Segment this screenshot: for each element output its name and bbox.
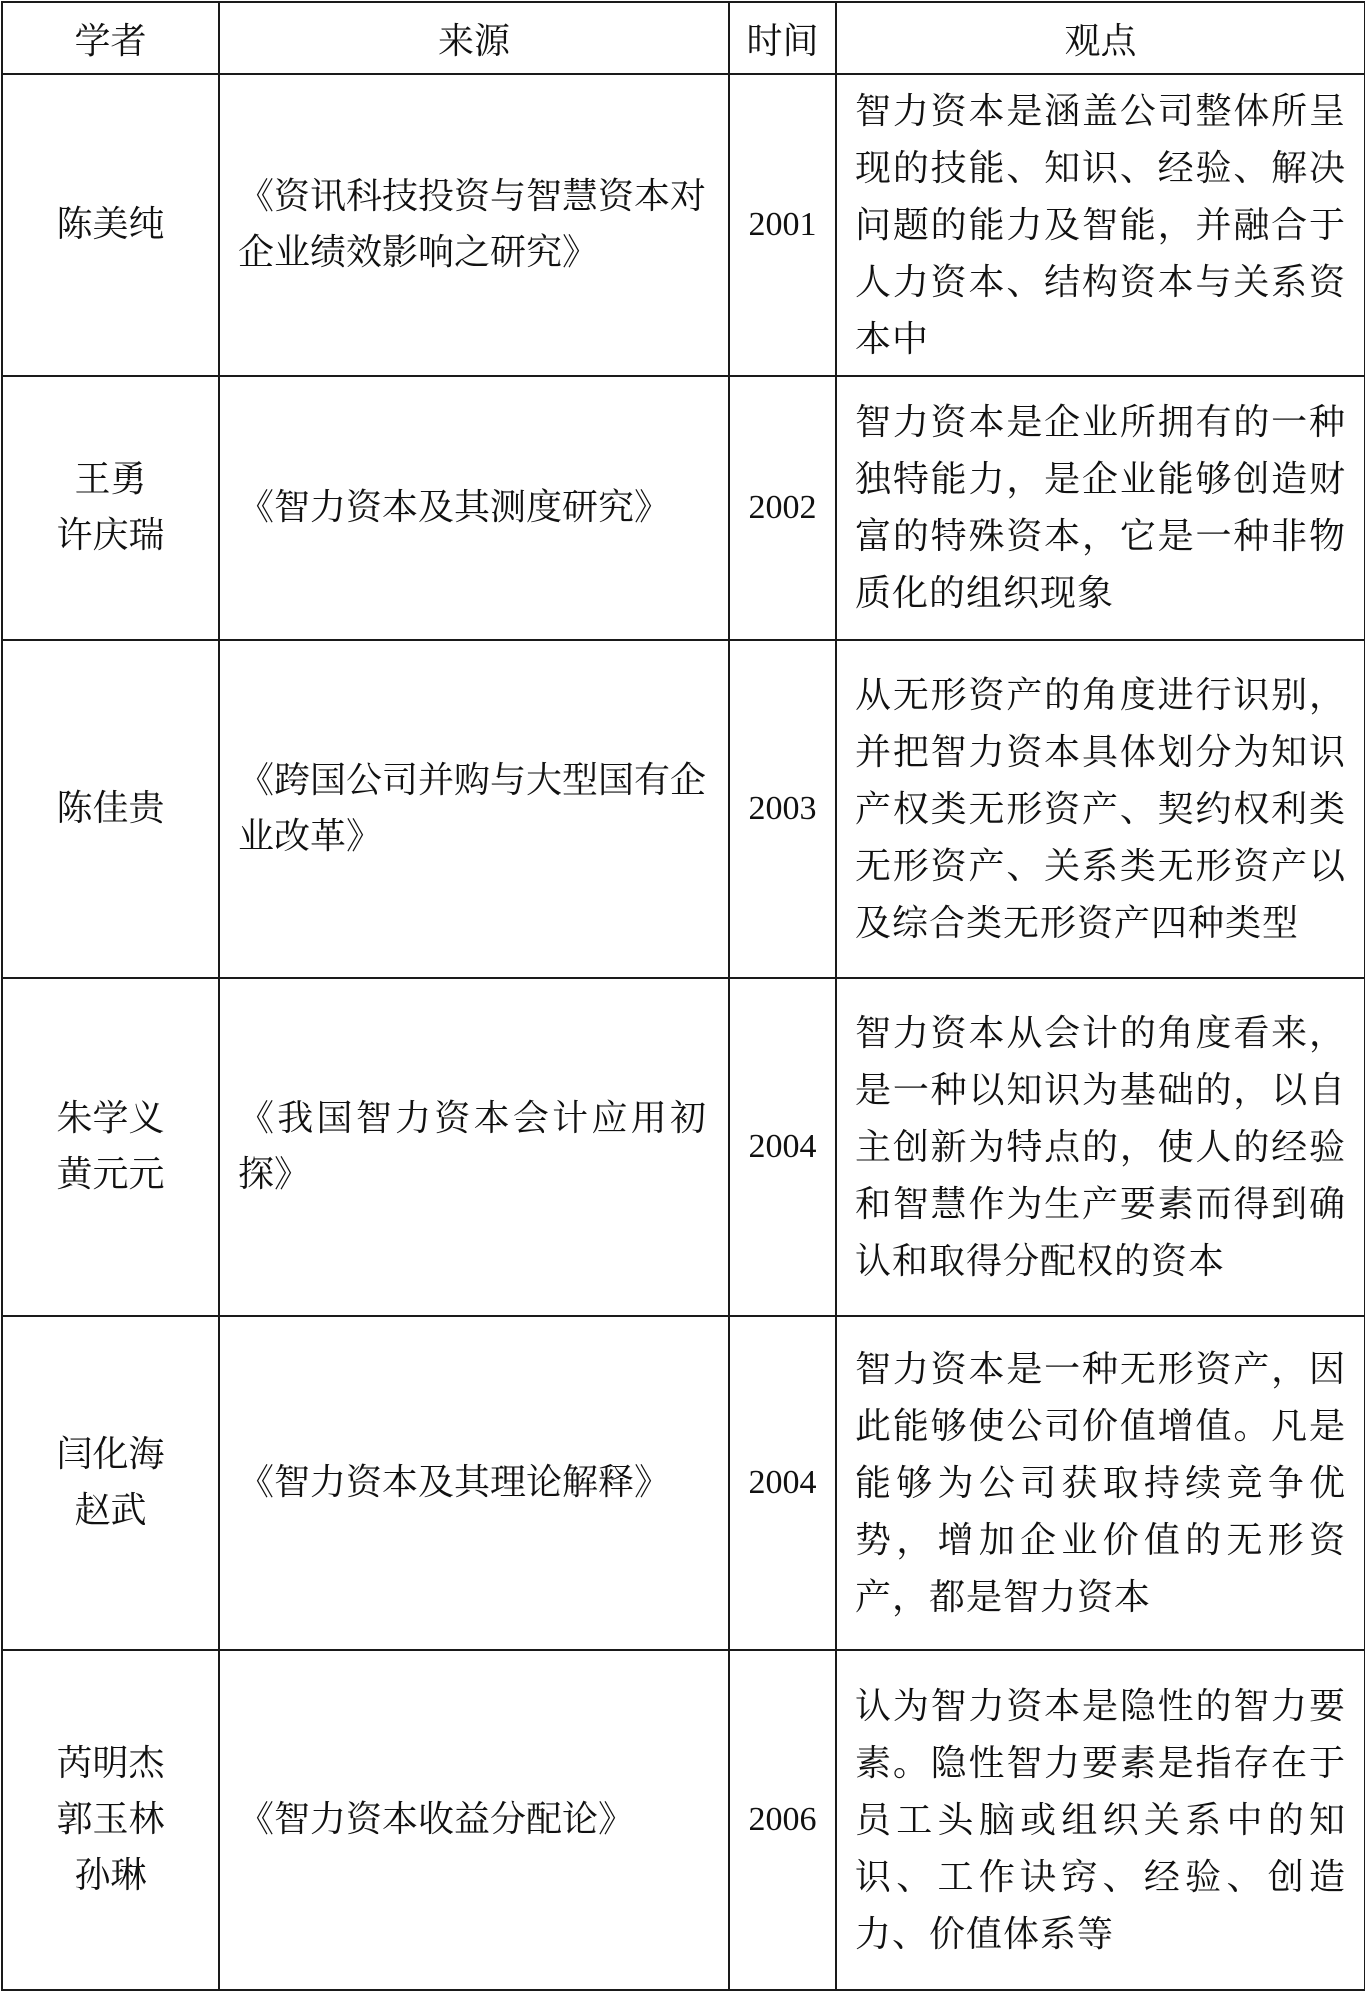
- view-cell: 智力资本是一种无形资产，因此能够使公司价值增值。凡是能够为公司获取持续竞争优势，增加企业价值的无形资产，都是智力资本: [836, 1316, 1365, 1650]
- source-cell: 《我国智力资本会计应用初探》: [219, 978, 729, 1316]
- scholar-name: 朱学义: [56, 1098, 165, 1139]
- header-year: 时间: [729, 2, 836, 74]
- scholar-cell: [2, 1316, 219, 1650]
- year-cell: 2002: [729, 376, 836, 640]
- scholar-cell: [2, 376, 219, 640]
- source-cell: 《智力资本收益分配论》: [219, 1650, 729, 1990]
- scholar-name: 孙琳: [74, 1855, 147, 1896]
- table-row: [2, 978, 1365, 1316]
- source-cell: 《资讯科技投资与智慧资本对企业绩效影响之研究》: [219, 74, 729, 376]
- view-cell: 智力资本是企业所拥有的一种独特能力，是企业能够创造财富的特殊资本，它是一种非物质化的组织现象: [836, 376, 1365, 640]
- table-header: [2, 2, 1365, 74]
- view-cell: 智力资本从会计的角度看来，是一种以知识为基础的，以自主创新为特点的，使人的经验和智慧作为生产要素而得到确认和取得分配权的资本: [836, 978, 1365, 1316]
- scholar-name: 王勇: [74, 459, 147, 500]
- source-cell: 《智力资本及其理论解释》: [219, 1316, 729, 1650]
- year-cell: 2003: [729, 640, 836, 978]
- header-source: 来源: [219, 2, 729, 74]
- view-cell: 智力资本是涵盖公司整体所呈现的技能、知识、经验、解决问题的能力及智能，并融合于人力资本、结构资本与关系资本中: [836, 74, 1365, 376]
- scholar-cell: [2, 978, 219, 1316]
- year-cell: 2006: [729, 1650, 836, 1990]
- literature-table: [1, 1, 1365, 1991]
- view-cell: 从无形资产的角度进行识别，并把智力资本具体划分为知识产权类无形资产、契约权利类无形资产、关系类无形资产以及综合类无形资产四种类型: [836, 640, 1365, 978]
- view-cell: 认为智力资本是隐性的智力要素。隐性智力要素是指存在于员工头脑或组织关系中的知识、工作诀窍、经验、创造力、价值体系等: [836, 1650, 1365, 1990]
- year-cell: 2001: [729, 74, 836, 376]
- scholar-name: 郭玉林: [56, 1799, 165, 1840]
- scholar-cell: [2, 640, 219, 978]
- scholar-name: 陈美纯: [56, 204, 165, 245]
- scholar-cell: [2, 1650, 219, 1990]
- table-row: [2, 74, 1365, 376]
- header-row: [2, 2, 1365, 74]
- scholar-name: 芮明杰: [56, 1743, 165, 1784]
- scholar-name: 陈佳贵: [56, 788, 165, 829]
- scholar-name: 许庆瑞: [56, 515, 165, 556]
- year-cell: 2004: [729, 1316, 836, 1650]
- table-row: [2, 1650, 1365, 1990]
- scholar-cell: [2, 74, 219, 376]
- scholar-name: 黄元元: [56, 1154, 165, 1195]
- source-cell: 《跨国公司并购与大型国有企业改革》: [219, 640, 729, 978]
- header-view: 观点: [836, 2, 1365, 74]
- scholar-name: 闫化海: [56, 1434, 165, 1475]
- source-cell: 《智力资本及其测度研究》: [219, 376, 729, 640]
- table-row: [2, 1316, 1365, 1650]
- table-row: [2, 640, 1365, 978]
- table-row: [2, 376, 1365, 640]
- header-scholar: 学者: [2, 2, 219, 74]
- scholar-name: 赵武: [74, 1490, 147, 1531]
- table-body: [2, 74, 1365, 1990]
- year-cell: 2004: [729, 978, 836, 1316]
